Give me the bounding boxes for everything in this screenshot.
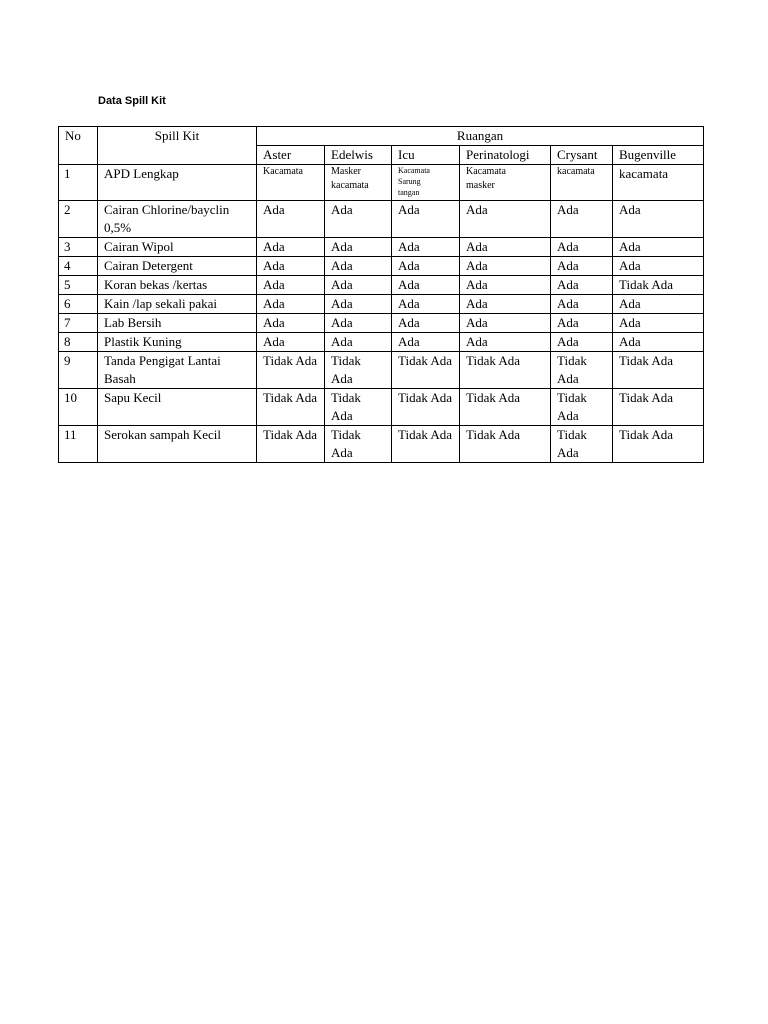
room-status-cell: Ada — [257, 295, 325, 314]
row-number: 6 — [59, 295, 98, 314]
row-number: 9 — [59, 352, 98, 389]
apd-cell-line: kacamata — [331, 180, 369, 191]
apd-cell-line: kacamata — [557, 166, 595, 177]
header-ruangan: Ruangan — [257, 127, 704, 146]
room-status-cell: Tidak Ada — [392, 389, 460, 426]
document-title: Data Spill Kit — [98, 95, 166, 107]
room-status-cell: Tidak Ada — [613, 352, 704, 389]
room-status-cell: Ada — [460, 295, 551, 314]
table-row — [59, 201, 704, 238]
room-status-cell: Ada — [460, 238, 551, 257]
room-status-cell: Tidak Ada — [551, 352, 613, 389]
header-room-crysant: Crysant — [551, 146, 613, 165]
header-room-perinatologi: Perinatologi — [460, 146, 551, 165]
row-item: Plastik Kuning — [98, 333, 257, 352]
spill-kit-table — [58, 126, 704, 463]
room-status-cell: Ada — [325, 257, 392, 276]
room-status-cell: Tidak Ada — [392, 426, 460, 463]
room-status-cell: Ada — [325, 238, 392, 257]
room-status-cell: Ada — [325, 333, 392, 352]
apd-cell-edelwis — [325, 165, 392, 201]
row-item: Tanda Pengigat Lantai Basah — [98, 352, 257, 389]
row-number: 1 — [59, 165, 98, 201]
apd-cell-line: Sarung — [398, 177, 421, 186]
header-no: No — [59, 127, 98, 165]
row-number: 3 — [59, 238, 98, 257]
row-number: 4 — [59, 257, 98, 276]
table-row — [59, 295, 704, 314]
room-status-cell: Ada — [551, 201, 613, 238]
room-status-cell: Ada — [257, 257, 325, 276]
apd-cell-line: Kacamata — [466, 166, 506, 177]
room-status-cell: Tidak Ada — [325, 352, 392, 389]
room-status-cell: Ada — [392, 257, 460, 276]
room-status-cell: Ada — [613, 238, 704, 257]
room-status-cell: Ada — [257, 333, 325, 352]
room-status-cell: Tidak Ada — [257, 389, 325, 426]
table-row — [59, 333, 704, 352]
room-status-cell: Ada — [392, 276, 460, 295]
table-row — [59, 257, 704, 276]
room-status-cell: Ada — [460, 276, 551, 295]
room-status-cell: Ada — [460, 314, 551, 333]
header-room-bugenville: Bugenville — [613, 146, 704, 165]
room-status-cell: Ada — [257, 276, 325, 295]
room-status-cell: Ada — [325, 295, 392, 314]
room-status-cell: Ada — [460, 201, 551, 238]
room-status-cell: Tidak Ada — [392, 352, 460, 389]
room-status-cell: Ada — [613, 201, 704, 238]
apd-cell-line: tangan — [398, 188, 420, 197]
row-number: 11 — [59, 426, 98, 463]
table-row — [59, 389, 704, 426]
table-row — [59, 426, 704, 463]
table-body — [59, 165, 704, 463]
room-status-cell: Tidak Ada — [551, 389, 613, 426]
row-number: 8 — [59, 333, 98, 352]
room-status-cell: Tidak Ada — [325, 426, 392, 463]
room-status-cell: Ada — [392, 238, 460, 257]
room-status-cell: Ada — [392, 333, 460, 352]
row-number: 2 — [59, 201, 98, 238]
room-status-cell: Ada — [257, 314, 325, 333]
table-row — [59, 276, 704, 295]
room-status-cell: Tidak Ada — [613, 426, 704, 463]
room-status-cell: Ada — [460, 257, 551, 276]
row-item: Kain /lap sekali pakai — [98, 295, 257, 314]
header-room-edelwis: Edelwis — [325, 146, 392, 165]
room-status-cell: Ada — [613, 257, 704, 276]
row-item: Koran bekas /kertas — [98, 276, 257, 295]
row-item: Serokan sampah Kecil — [98, 426, 257, 463]
room-status-cell: Ada — [392, 314, 460, 333]
room-status-cell: Tidak Ada — [257, 426, 325, 463]
room-status-cell: Ada — [460, 333, 551, 352]
apd-cell-perinatologi — [460, 165, 551, 201]
row-item: Cairan Chlorine/bayclin 0,5% — [98, 201, 257, 238]
room-status-cell: Ada — [613, 314, 704, 333]
row-number: 5 — [59, 276, 98, 295]
room-status-cell: Ada — [551, 276, 613, 295]
room-status-cell: Tidak Ada — [460, 352, 551, 389]
apd-cell-line: Kacamata — [398, 166, 430, 175]
row-item: Cairan Detergent — [98, 257, 257, 276]
row-item: Sapu Kecil — [98, 389, 257, 426]
room-status-cell: Ada — [613, 333, 704, 352]
room-status-cell: Tidak Ada — [613, 276, 704, 295]
table-row — [59, 352, 704, 389]
row-item: Cairan Wipol — [98, 238, 257, 257]
room-status-cell: Ada — [257, 238, 325, 257]
table-row — [59, 314, 704, 333]
header-spill-kit: Spill Kit — [98, 127, 257, 165]
row-number: 10 — [59, 389, 98, 426]
room-status-cell: Tidak Ada — [613, 389, 704, 426]
row-item: Lab Bersih — [98, 314, 257, 333]
room-status-cell: Ada — [392, 201, 460, 238]
room-status-cell: Ada — [551, 333, 613, 352]
room-status-cell: Tidak Ada — [325, 389, 392, 426]
room-status-cell: Ada — [551, 295, 613, 314]
room-status-cell: Ada — [613, 295, 704, 314]
table-row-apd — [59, 165, 704, 201]
room-status-cell: Ada — [551, 314, 613, 333]
room-status-cell: Ada — [325, 314, 392, 333]
apd-cell-line: masker — [466, 180, 495, 191]
room-status-cell: Ada — [392, 295, 460, 314]
apd-cell-line: kacamata — [619, 166, 669, 181]
room-status-cell: Tidak Ada — [551, 426, 613, 463]
header-room-icu: Icu — [392, 146, 460, 165]
room-status-cell: Ada — [325, 201, 392, 238]
room-status-cell: Tidak Ada — [460, 389, 551, 426]
room-status-cell: Tidak Ada — [257, 352, 325, 389]
apd-cell-icu — [392, 165, 460, 201]
row-item: APD Lengkap — [98, 165, 257, 201]
header-room-aster: Aster — [257, 146, 325, 165]
table-row — [59, 238, 704, 257]
apd-cell-aster — [257, 165, 325, 201]
room-status-cell: Ada — [551, 257, 613, 276]
room-status-cell: Ada — [325, 276, 392, 295]
apd-cell-line: Kacamata — [263, 166, 303, 177]
apd-cell-line: Masker — [331, 166, 361, 177]
header-row-top — [59, 127, 704, 146]
room-status-cell: Ada — [257, 201, 325, 238]
row-number: 7 — [59, 314, 98, 333]
room-status-cell: Tidak Ada — [460, 426, 551, 463]
apd-cell-crysant — [551, 165, 613, 201]
apd-cell-bugenville — [613, 165, 704, 201]
room-status-cell: Ada — [551, 238, 613, 257]
